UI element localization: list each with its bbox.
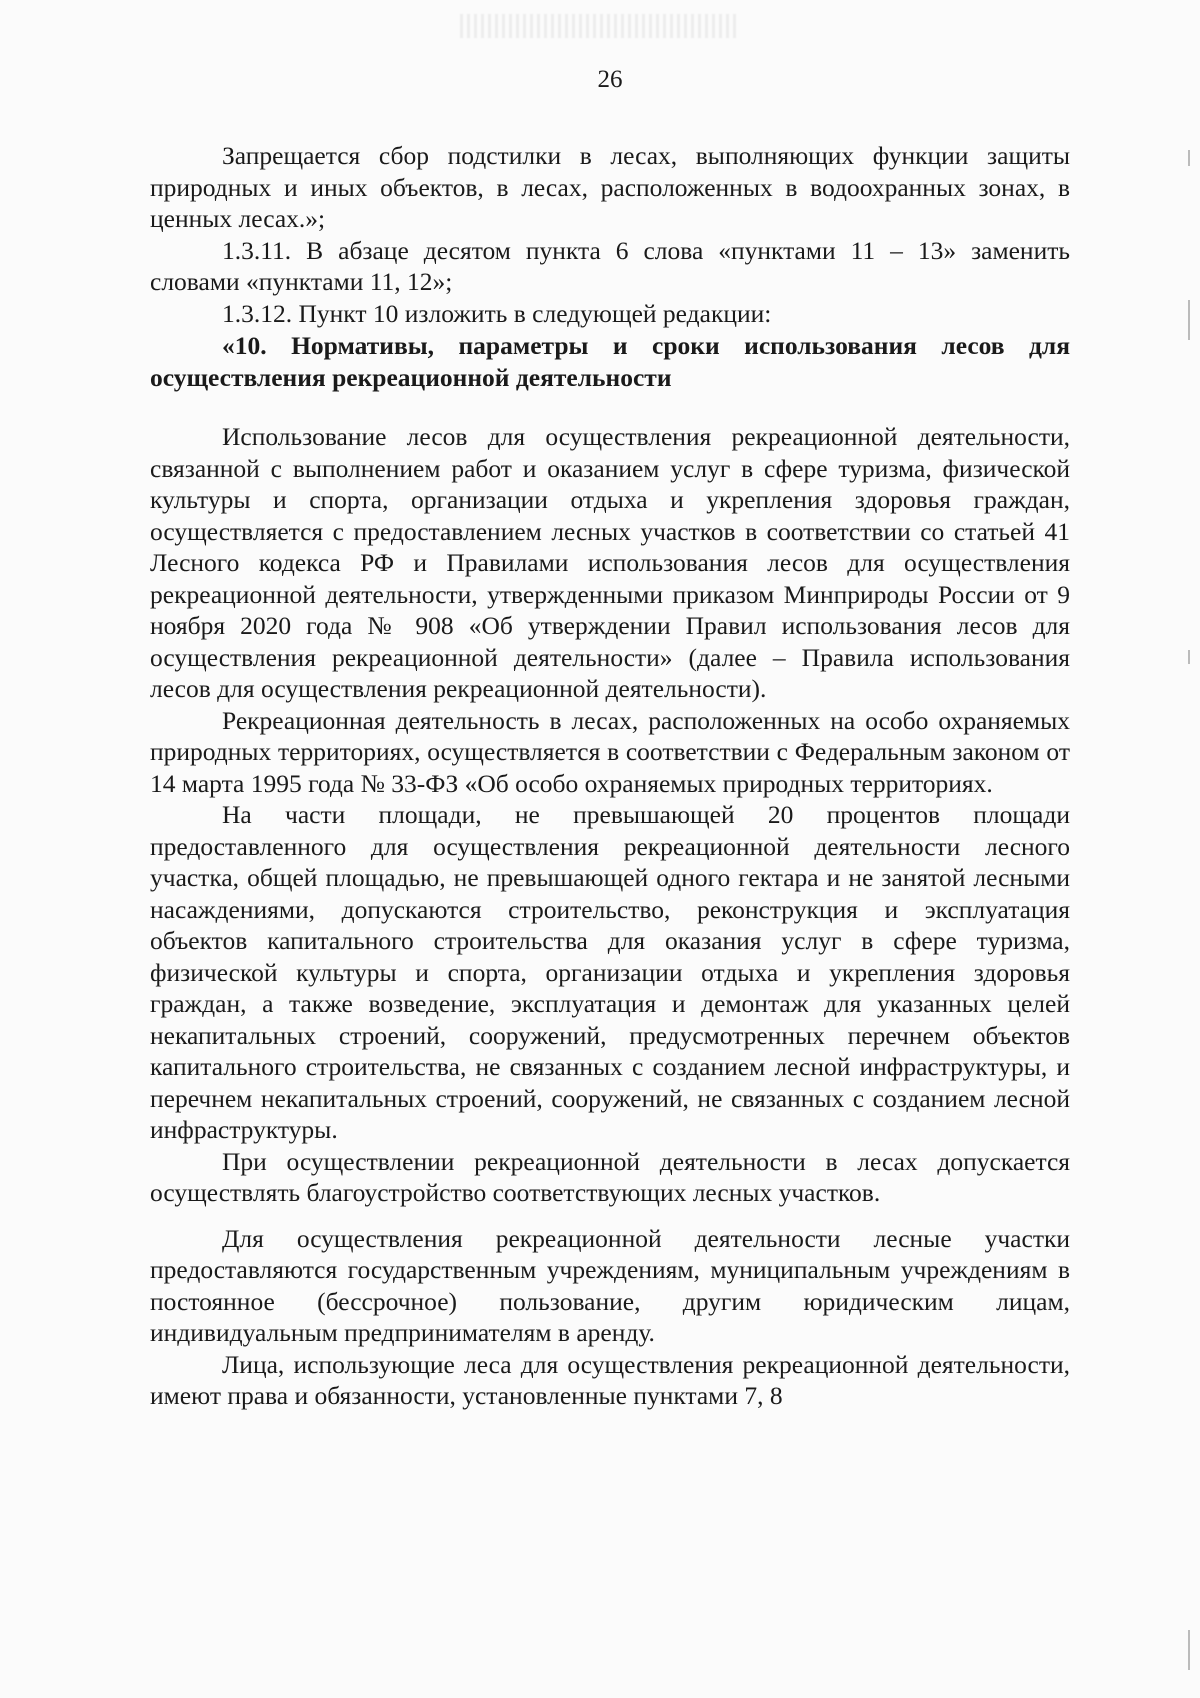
paragraph-landscaping: При осуществлении рекреационной деятельности в лесах допускается осуществлять благоустройство соответствующих лесных участков. — [150, 1146, 1070, 1207]
paragraph-rights-duties: Лица, использующие леса для осуществления рекреационной деятельности, имеют права и обязанности, установленные пунктами 7, 8 — [150, 1349, 1070, 1410]
scan-margin-mark — [1188, 300, 1190, 340]
section-heading: «10. Нормативы, параметры и сроки использования лесов для осуществления рекреационной деятельности — [150, 331, 1070, 392]
paragraph-construction: На части площади, не превышающей 20 процентов площади предоставленного для осуществления рекреационной деятельности лесного участка, общей площадью, не превышающей одного гектара и не занятой лесными насаждениями, допускаются строительство, реконструкция и эксплуатация объектов капитального строительства для оказания услуг в сфере туризма, физической культуры и спорта, организации отдыха и укрепления здоровья граждан, а также возведение, эксплуатация и демонтаж для указанных целей некапитальных строений, сооружений, предусмотренных перечнем объектов капитального строительства, не связанных с созданием лесной инфраструктуры, и перечнем некапитальных строений, сооружений, не связанных с созданием лесной инфраструктуры. — [150, 800, 1070, 1144]
paragraph-plot-provision: Для осуществления рекреационной деятельности лесные участки предоставляются государственным учреждениям, муниципальным учреждениям в постоянное (бессрочное) пользование, другим юридическим лицам, индивидуальным предпринимателям в аренду. — [150, 1223, 1070, 1347]
paragraph-litter-ban: Запрещается сбор подстилки в лесах, выполняющих функции защиты природных и иных объектов, в лесах, расположенных в водоохранных зонах, в ценных лесах.»; — [150, 141, 1070, 233]
paragraph-protected-areas: Рекреационная деятельность в лесах, расположенных на особо охраняемых природных территориях, осуществляется в соответствии с Федеральным законом от 14 марта 1995 года № 33-ФЗ «Об особо охраняемых природных территориях. — [150, 705, 1070, 798]
scan-margin-mark — [1188, 1630, 1190, 1670]
document-body — [150, 140, 1070, 1412]
scan-margin-mark — [1188, 150, 1190, 166]
page-number: 26 — [597, 66, 623, 93]
scan-artifact — [460, 14, 740, 38]
paragraph-item-1-3-11: 1.3.11. В абзаце десятом пункта 6 слова «пунктами 11 – 13» заменить словами «пунктами 11, 12»; — [150, 235, 1070, 296]
scan-margin-mark — [1188, 650, 1190, 664]
paragraph-item-1-3-12: 1.3.12. Пункт 10 изложить в следующей редакции: — [222, 298, 772, 328]
paragraph-recreational-use: Использование лесов для осуществления рекреационной деятельности, связанной с выполнением работ и оказанием услуг в сфере туризма, физической культуры и спорта, организации отдыха и укрепления здоровья граждан, осуществляется с предоставлением лесных участков в соответствии со статьей 41 Лесного кодекса РФ и Правилами использования лесов для осуществления рекреационной деятельности, утвержденными приказом Минприроды России от 9 ноября 2020 года № 908 «Об утверждении Правил использования лесов для осуществления рекреационной деятельности» (далее – Правила использования лесов для осуществления рекреационной деятельности). — [150, 422, 1070, 703]
